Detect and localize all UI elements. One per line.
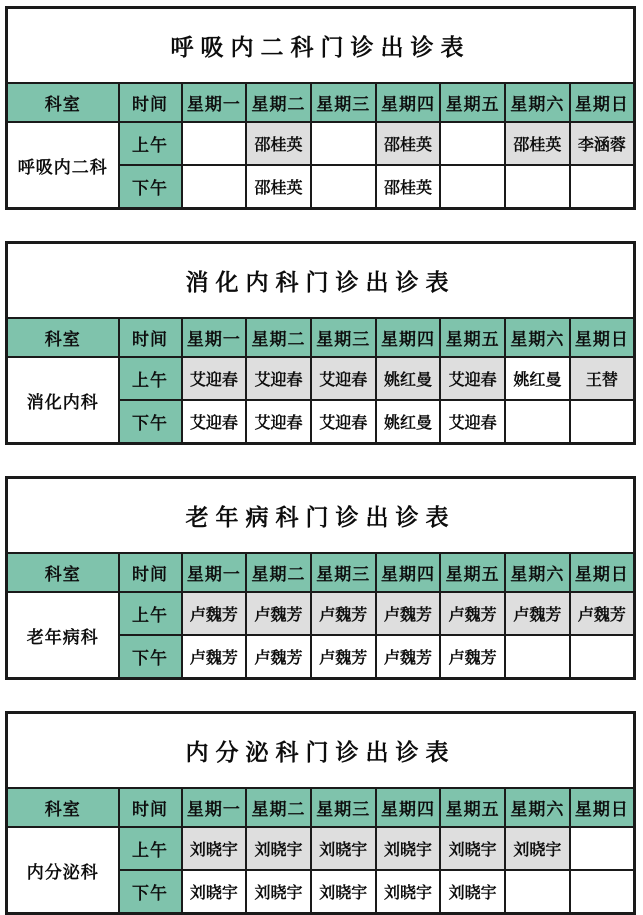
column-header-8: 星期日 bbox=[570, 318, 635, 357]
column-header-3: 星期二 bbox=[246, 318, 311, 357]
doctor-cell bbox=[570, 400, 635, 444]
department-cell: 呼吸内二科 bbox=[7, 122, 119, 209]
column-header-1: 时间 bbox=[119, 83, 182, 122]
column-header-1: 时间 bbox=[119, 553, 182, 592]
doctor-cell: 王替 bbox=[570, 357, 635, 400]
doctor-cell: 卢魏芳 bbox=[246, 592, 311, 635]
department-cell: 内分泌科 bbox=[7, 827, 119, 914]
doctor-cell: 卢魏芳 bbox=[505, 592, 570, 635]
column-header-8: 星期日 bbox=[570, 83, 635, 122]
column-header-2: 星期一 bbox=[182, 83, 247, 122]
column-header-2: 星期一 bbox=[182, 788, 247, 827]
doctor-cell: 刘晓宇 bbox=[311, 870, 376, 914]
doctor-cell: 刘晓宇 bbox=[246, 870, 311, 914]
column-header-8: 星期日 bbox=[570, 553, 635, 592]
doctor-cell: 姚红曼 bbox=[376, 400, 441, 444]
doctor-cell bbox=[505, 870, 570, 914]
doctor-cell: 刘晓宇 bbox=[182, 870, 247, 914]
column-header-3: 星期二 bbox=[246, 83, 311, 122]
doctor-cell bbox=[505, 635, 570, 679]
doctor-cell: 刘晓宇 bbox=[246, 827, 311, 870]
time-cell-morning: 上午 bbox=[119, 827, 182, 870]
schedule-table bbox=[5, 241, 636, 445]
schedule-table bbox=[5, 711, 636, 915]
column-header-6: 星期五 bbox=[440, 318, 505, 357]
doctor-cell: 卢魏芳 bbox=[570, 592, 635, 635]
doctor-cell: 姚红曼 bbox=[505, 357, 570, 400]
doctor-cell: 姚红曼 bbox=[376, 357, 441, 400]
doctor-cell bbox=[182, 122, 247, 165]
doctor-cell: 艾迎春 bbox=[182, 357, 247, 400]
column-header-2: 星期一 bbox=[182, 553, 247, 592]
doctor-cell: 艾迎春 bbox=[440, 400, 505, 444]
doctor-cell: 李涵蓉 bbox=[570, 122, 635, 165]
table-title: 老年病科门诊出诊表 bbox=[7, 478, 635, 554]
time-cell-morning: 上午 bbox=[119, 357, 182, 400]
column-header-0: 科室 bbox=[7, 83, 119, 122]
doctor-cell bbox=[570, 827, 635, 870]
doctor-cell: 卢魏芳 bbox=[376, 592, 441, 635]
time-cell-morning: 上午 bbox=[119, 122, 182, 165]
column-header-6: 星期五 bbox=[440, 553, 505, 592]
doctor-cell: 艾迎春 bbox=[311, 400, 376, 444]
column-header-7: 星期六 bbox=[505, 318, 570, 357]
column-header-0: 科室 bbox=[7, 318, 119, 357]
doctor-cell: 卢魏芳 bbox=[440, 592, 505, 635]
table-title: 内分泌科门诊出诊表 bbox=[7, 713, 635, 789]
doctor-cell: 刘晓宇 bbox=[440, 870, 505, 914]
doctor-cell: 刘晓宇 bbox=[440, 827, 505, 870]
column-header-5: 星期四 bbox=[376, 788, 441, 827]
column-header-0: 科室 bbox=[7, 788, 119, 827]
doctor-cell bbox=[570, 165, 635, 209]
department-cell: 消化内科 bbox=[7, 357, 119, 444]
column-header-6: 星期五 bbox=[440, 788, 505, 827]
doctor-cell: 邵桂英 bbox=[376, 165, 441, 209]
doctor-cell: 卢魏芳 bbox=[311, 592, 376, 635]
doctor-cell: 刘晓宇 bbox=[182, 827, 247, 870]
doctor-cell bbox=[570, 635, 635, 679]
doctor-cell: 刘晓宇 bbox=[376, 870, 441, 914]
column-header-7: 星期六 bbox=[505, 83, 570, 122]
time-cell-afternoon: 下午 bbox=[119, 400, 182, 444]
time-cell-morning: 上午 bbox=[119, 592, 182, 635]
department-cell: 老年病科 bbox=[7, 592, 119, 679]
doctor-cell: 刘晓宇 bbox=[505, 827, 570, 870]
doctor-cell: 邵桂英 bbox=[246, 165, 311, 209]
doctor-cell: 卢魏芳 bbox=[182, 592, 247, 635]
column-header-8: 星期日 bbox=[570, 788, 635, 827]
column-header-5: 星期四 bbox=[376, 318, 441, 357]
schedule-table bbox=[5, 476, 636, 680]
column-header-6: 星期五 bbox=[440, 83, 505, 122]
doctor-cell bbox=[182, 165, 247, 209]
column-header-7: 星期六 bbox=[505, 788, 570, 827]
doctor-cell: 卢魏芳 bbox=[311, 635, 376, 679]
doctor-cell bbox=[505, 400, 570, 444]
doctor-cell: 邵桂英 bbox=[505, 122, 570, 165]
time-cell-afternoon: 下午 bbox=[119, 870, 182, 914]
doctor-cell bbox=[440, 165, 505, 209]
column-header-4: 星期三 bbox=[311, 788, 376, 827]
column-header-3: 星期二 bbox=[246, 788, 311, 827]
column-header-4: 星期三 bbox=[311, 318, 376, 357]
doctor-cell: 卢魏芳 bbox=[182, 635, 247, 679]
column-header-7: 星期六 bbox=[505, 553, 570, 592]
time-cell-afternoon: 下午 bbox=[119, 165, 182, 209]
doctor-cell: 艾迎春 bbox=[246, 357, 311, 400]
doctor-cell bbox=[311, 122, 376, 165]
time-cell-afternoon: 下午 bbox=[119, 635, 182, 679]
doctor-cell bbox=[440, 122, 505, 165]
doctor-cell: 艾迎春 bbox=[246, 400, 311, 444]
column-header-2: 星期一 bbox=[182, 318, 247, 357]
doctor-cell: 艾迎春 bbox=[182, 400, 247, 444]
column-header-4: 星期三 bbox=[311, 83, 376, 122]
doctor-cell: 刘晓宇 bbox=[311, 827, 376, 870]
column-header-0: 科室 bbox=[7, 553, 119, 592]
doctor-cell: 邵桂英 bbox=[246, 122, 311, 165]
table-title: 呼吸内二科门诊出诊表 bbox=[7, 8, 635, 84]
column-header-3: 星期二 bbox=[246, 553, 311, 592]
column-header-1: 时间 bbox=[119, 788, 182, 827]
doctor-cell: 邵桂英 bbox=[376, 122, 441, 165]
column-header-4: 星期三 bbox=[311, 553, 376, 592]
doctor-cell bbox=[505, 165, 570, 209]
column-header-1: 时间 bbox=[119, 318, 182, 357]
doctor-cell: 卢魏芳 bbox=[376, 635, 441, 679]
doctor-cell: 艾迎春 bbox=[440, 357, 505, 400]
doctor-cell bbox=[311, 165, 376, 209]
doctor-cell: 卢魏芳 bbox=[440, 635, 505, 679]
doctor-cell: 刘晓宇 bbox=[376, 827, 441, 870]
schedule-table bbox=[5, 6, 636, 210]
doctor-cell: 卢魏芳 bbox=[246, 635, 311, 679]
doctor-cell: 艾迎春 bbox=[311, 357, 376, 400]
doctor-cell bbox=[570, 870, 635, 914]
column-header-5: 星期四 bbox=[376, 83, 441, 122]
table-title: 消化内科门诊出诊表 bbox=[7, 243, 635, 319]
column-header-5: 星期四 bbox=[376, 553, 441, 592]
